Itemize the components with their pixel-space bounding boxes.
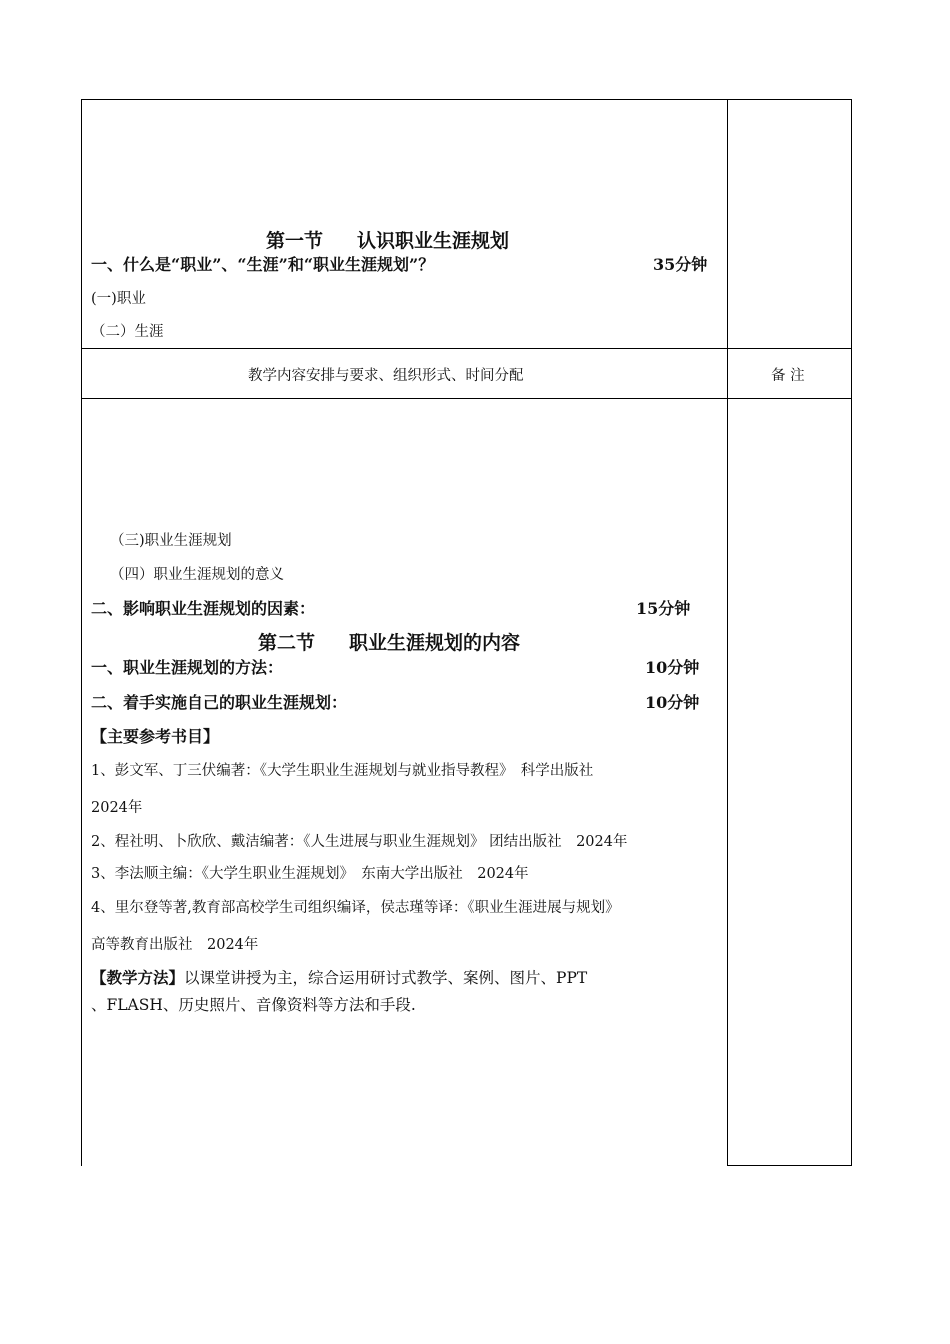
reference-line: 高等教育出版社 2024年 [91, 937, 259, 953]
teaching-method-label: 【教学方法】 [91, 968, 185, 987]
sub-item-significance: （四）职业生涯规划的意义 [110, 567, 284, 583]
s2-item2-heading: 二、着手实施自己的职业生涯规划： [91, 693, 348, 712]
item1-time: 35分钟 [653, 255, 708, 274]
sub-item-life: （二）生涯 [91, 324, 164, 340]
s2-item2-time: 10分钟 [645, 693, 700, 712]
section1-name: 认识职业生涯规划 [357, 230, 510, 252]
reference-line: 3、李法顺主编：《大学生职业生涯规划》 东南大学出版社 2024年 [91, 866, 529, 882]
section1-number: 第一节 [266, 230, 324, 252]
section2-title [258, 628, 520, 655]
s2-item1-heading: 一、职业生涯规划的方法： [91, 658, 284, 677]
item1-heading: 一、什么是“职业”、“生涯”和“职业生涯规划”？ [91, 255, 435, 274]
reference-line: 4、里尔登等著,教育部高校学生司组织编译，侯志瑾等译：《职业生涯进展与规划》 [91, 900, 620, 916]
section2-number: 第二节 [258, 632, 316, 654]
row-divider-1 [81, 348, 852, 349]
s2-item1-time: 10分钟 [645, 658, 700, 677]
table-left-border [81, 99, 82, 1166]
reference-line: 1、彭文军、丁三伏编著：《大学生职业生涯规划与就业指导教程》 科学出版社 [91, 763, 594, 779]
column-divider [727, 99, 728, 1166]
teaching-method-text: 以课堂讲授为主，综合运用研讨式教学、案例、图片、PPT [184, 969, 588, 987]
item2-heading: 二、影响职业生涯规划的因素： [91, 599, 316, 618]
reference-line: 2、程社明、卜欣欣、戴洁编著：《人生进展与职业生涯规划》 团结出版社 2024年 [91, 834, 628, 850]
remark-column-header: 备 注 [771, 368, 805, 384]
table-top-border [81, 99, 852, 100]
item2-time: 15分钟 [636, 599, 691, 618]
teaching-method-continued: 、FLASH、历史照片、音像资料等方法和手段. [91, 996, 416, 1014]
section2-name: 职业生涯规划的内容 [349, 632, 521, 654]
sub-item-career: (一)职业 [91, 291, 146, 307]
reference-line: 2024年 [91, 800, 143, 816]
table-right-border [851, 99, 852, 1166]
content-column-header: 教学内容安排与要求、组织形式、时间分配 [248, 368, 524, 384]
sub-item-career-planning: （三)职业生涯规划 [110, 533, 232, 549]
remark-column-bottom-border [727, 1165, 852, 1166]
teaching-method [91, 966, 587, 988]
section1-title [266, 226, 509, 253]
row-divider-2 [81, 398, 852, 399]
references-heading: 【主要参考书目】 [91, 727, 220, 746]
